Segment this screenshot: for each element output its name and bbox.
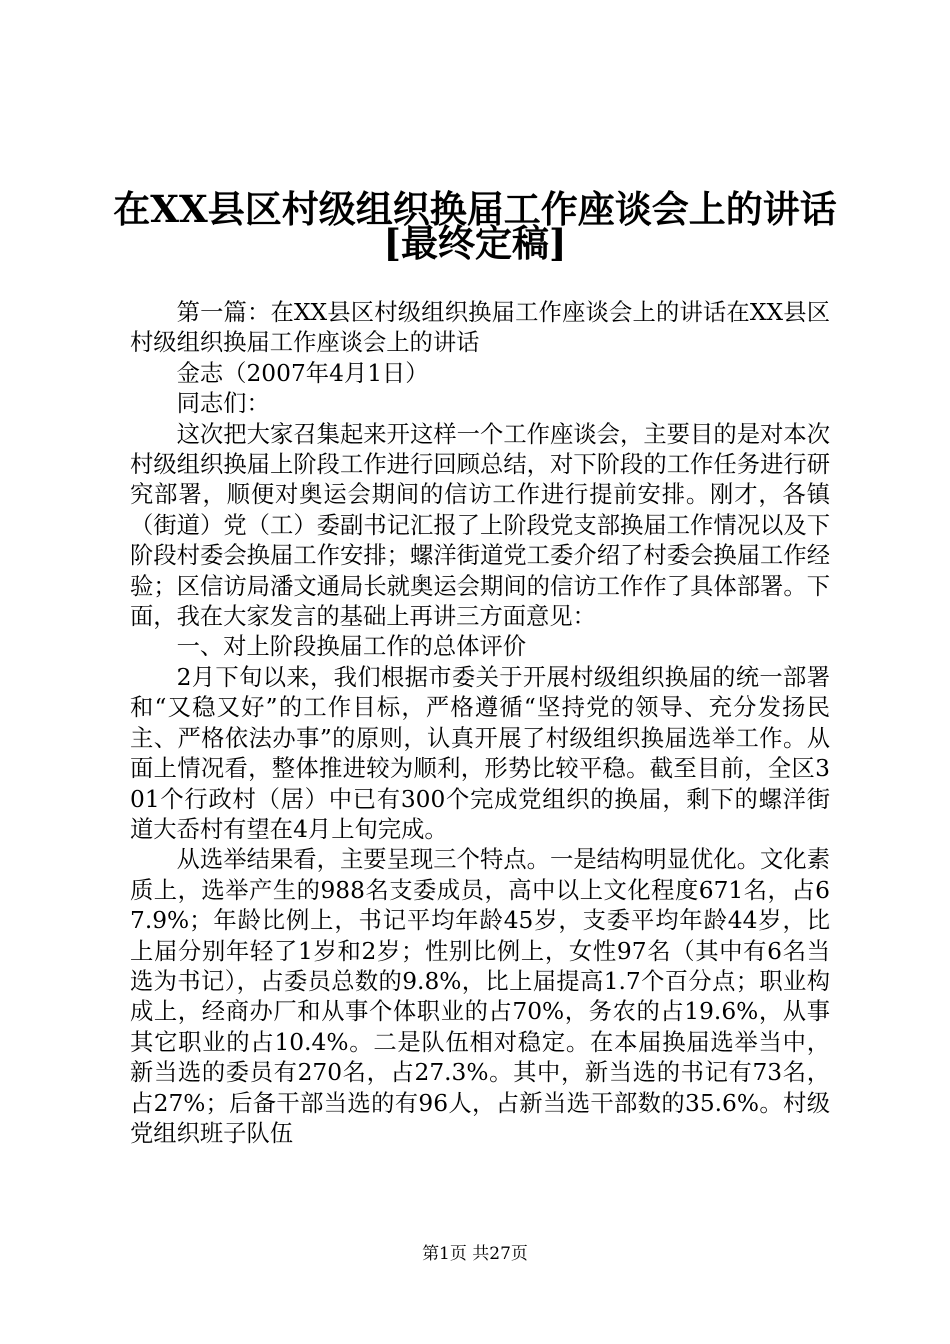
document-body xyxy=(130,298,830,1149)
document-title-suffix: [最终定稿] xyxy=(383,221,567,265)
paragraph-results: 从选举结果看，主要呈现三个特点。一是结构明显优化。文化素质上，选举产生的988名支委成员，高中以上文化程度671名，占67.9%；年龄比例上，书记平均年龄45岁，支委平均年龄44岁，比上届分别年轻了1岁和2岁；性别比例上，女性97名（其中有6名当选为书记），占委员总数的9.8%，比上届提高1.7个百分点；职业构成上，经商办厂和从事个体职业的占70%，务农的占19.6%，从事其它职业的占10.4%。二是队伍相对稳定。在本届换届选举当中，新当选的委员有270名，占27.3%。其中，新当选的书记有73名，占27%；后备干部当选的有96人，占新当选干部数的35.6%。村级党组织班子队伍 xyxy=(130,846,830,1147)
paragraph-chapter-heading: 第一篇：在XX县区村级组织换届工作座谈会上的讲话在XX县区村级组织换届工作座谈会上的讲话 xyxy=(130,299,830,357)
paragraph-intro: 这次把大家召集起来开这样一个工作座谈会，主要目的是对本次村级组织换届上阶段工作进行回顾总结，对下阶段的工作任务进行研究部署，顺便对奥运会期间的信访工作进行提前安排。刚才，各镇（街道）党（工）委副书记汇报了上阶段党支部换届工作情况以及下阶段村委会换届工作安排；螺洋街道党工委介绍了村委会换届工作经验；区信访局潘文通局长就奥运会期间的信访工作作了具体部署。下面，我在大家发言的基础上再讲三方面意见： xyxy=(130,420,830,631)
paragraph-salutation: 同志们： xyxy=(176,390,270,418)
document-title: 在XX县区村级组织换届工作座谈会上的讲话 xyxy=(113,187,837,231)
paragraph-overview: 2月下旬以来，我们根据市委关于开展村级组织换届的统一部署和“又稳又好”的工作目标，严格遵循“坚持党的领导、充分发扬民主、严格依法办事”的原则，认真开展了村级组织换届选举工作。从面上情况看，整体推进较为顺利，形势比较平稳。截至目前，全区301个行政村（居）中已有300个完成党组织的换届，剩下的螺洋街道大岙村有望在4月上旬完成。 xyxy=(130,663,830,843)
paragraph-speaker-date: 金志（2007年4月1日） xyxy=(176,359,429,387)
page-number-footer: 第1页 共27页 xyxy=(422,1244,528,1264)
paragraph-section-heading: 一、对上阶段换届工作的总体评价 xyxy=(176,633,527,661)
